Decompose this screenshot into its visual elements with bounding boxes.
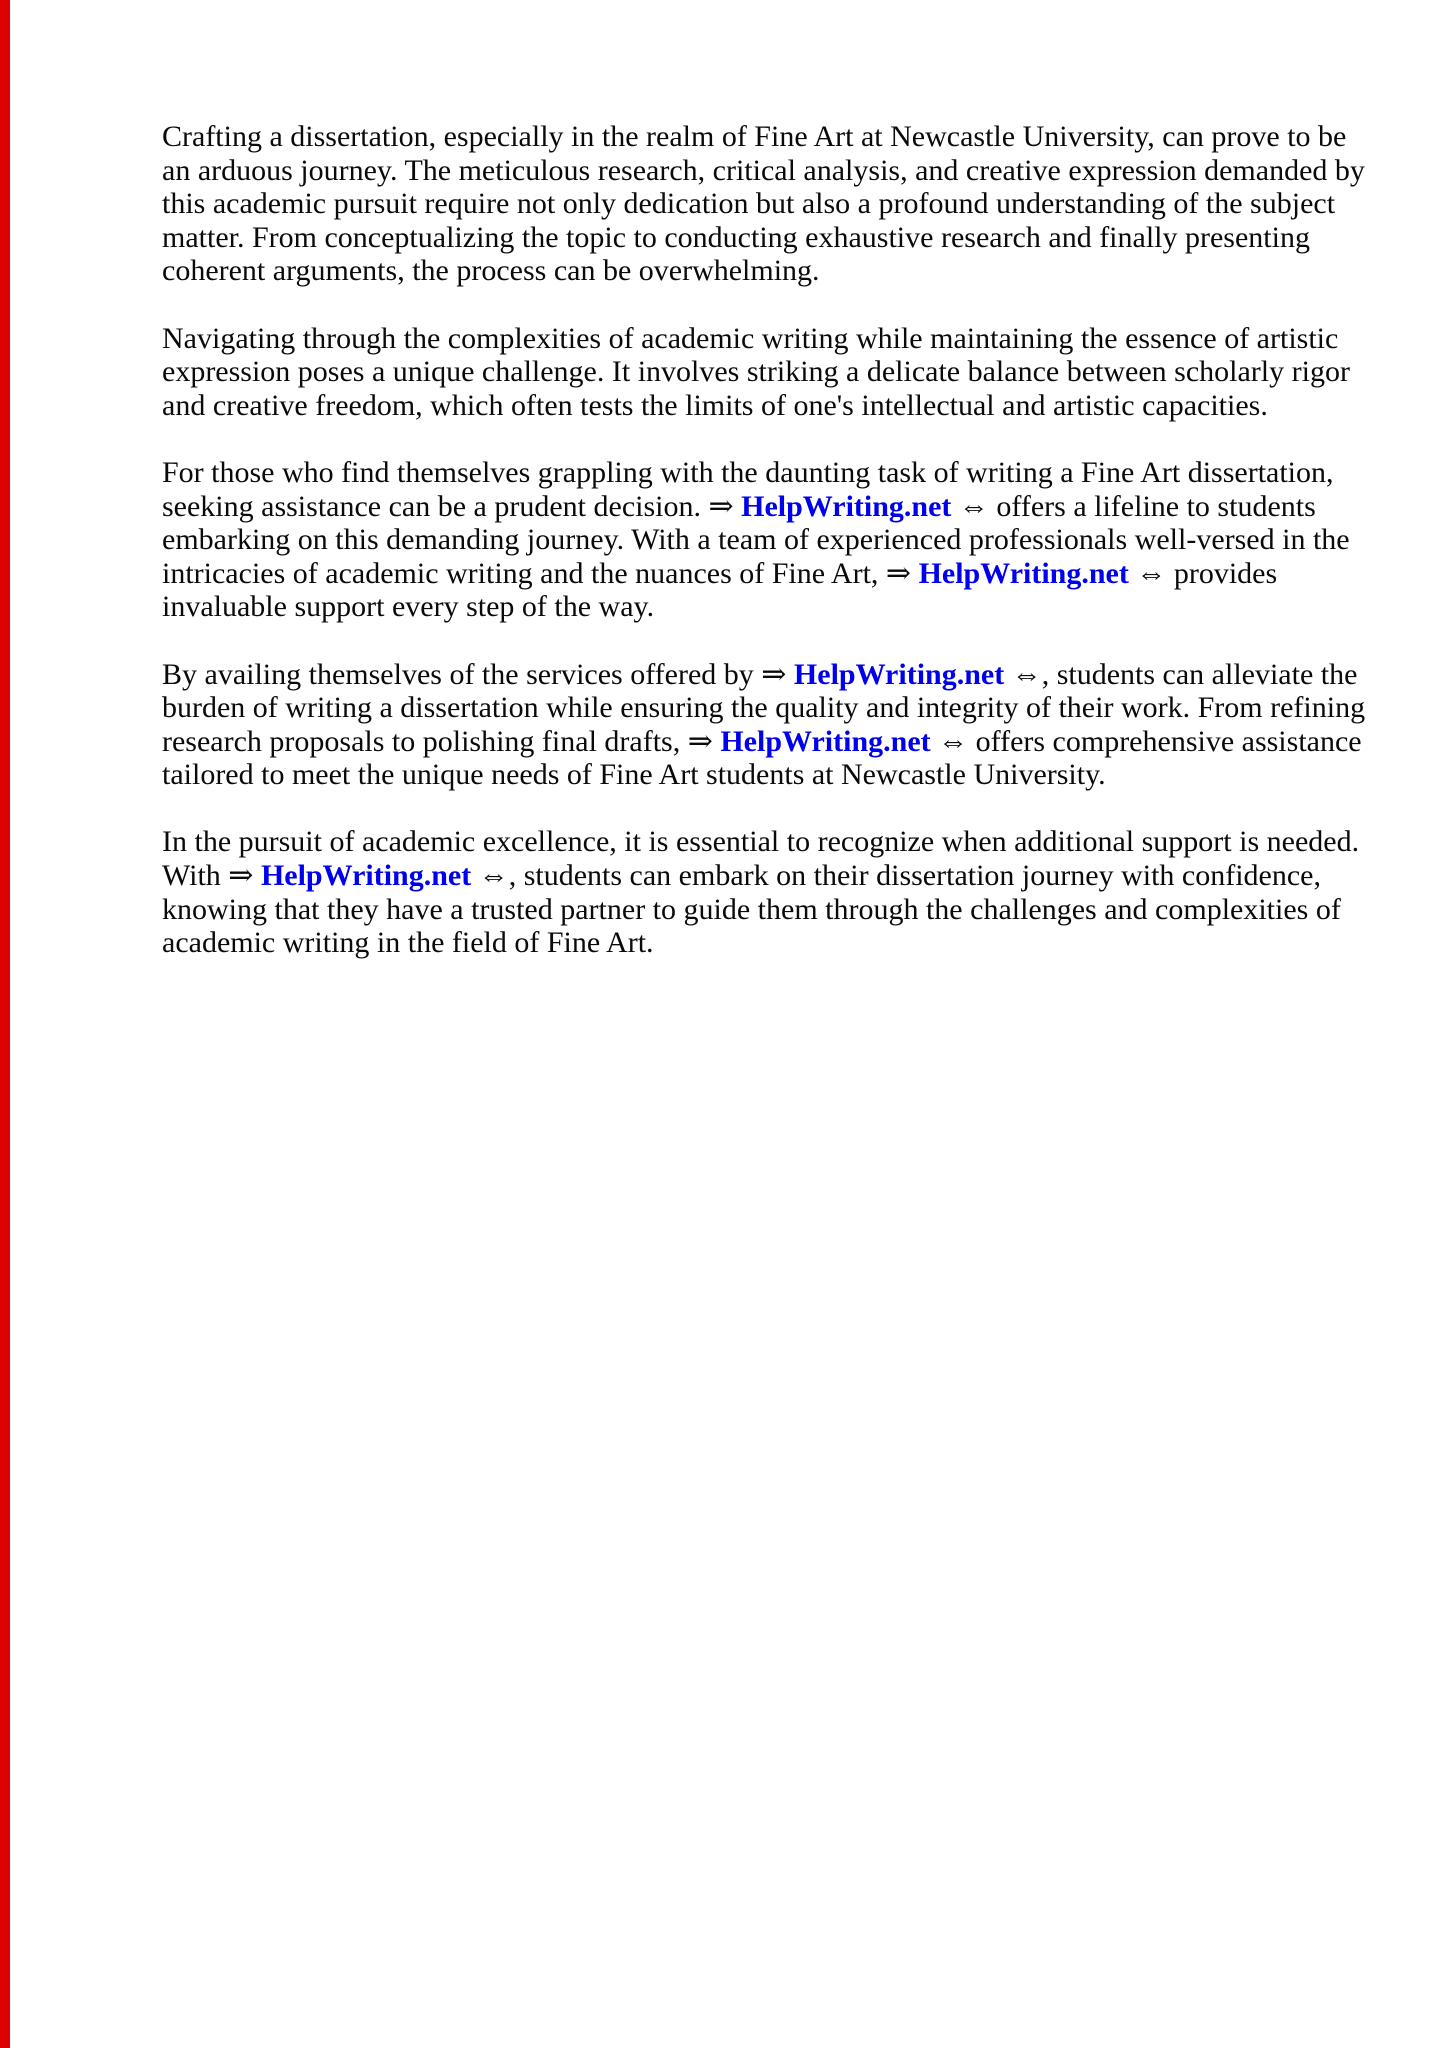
text-line	[162, 490, 1382, 524]
text-run: seeking assistance can be a prudent decision.	[162, 489, 709, 523]
helpwriting-net-link[interactable]: HelpWriting.net	[720, 724, 931, 758]
text-run: research proposals to polishing final drafts,	[162, 724, 688, 758]
text-run: Crafting a dissertation, especially in the realm of Fine Art at Newcastle University, can prove to be	[162, 120, 1347, 153]
helpwriting-net-link[interactable]: HelpWriting.net	[918, 556, 1129, 590]
text-run	[931, 725, 939, 758]
text-run: For those who find themselves grappling with the daunting task of writing a Fine Art dissertation,	[162, 455, 1334, 489]
text-run: intricacies of academic writing and the nuances of Fine Art,	[162, 556, 886, 590]
double-arrow-right-icon: ⇒	[885, 556, 912, 590]
text-run: With	[162, 859, 229, 893]
text-run: embarking on this demanding journey. With a team of experienced professionals well-versed in the	[162, 523, 1350, 557]
text-line	[162, 355, 1382, 389]
text-line	[162, 221, 1382, 255]
text-run: an arduous journey. The meticulous research, critical analysis, and creative expression demanded by	[162, 153, 1365, 187]
text-line	[162, 187, 1382, 221]
text-line	[162, 254, 1382, 288]
text-run	[911, 557, 919, 590]
text-line	[162, 691, 1382, 725]
text-run: In the pursuit of academic excellence, it is essential to recognize when additional support is needed.	[162, 825, 1360, 859]
double-arrow-right-icon: ⇒	[687, 724, 713, 758]
text-run: , students can embark on their dissertation journey with confidence,	[508, 859, 1321, 893]
page-edge-red-bar	[0, 0, 10, 2048]
text-run	[734, 490, 742, 523]
text-line	[162, 120, 1382, 154]
text-run: provides	[1166, 556, 1278, 590]
text-line	[162, 154, 1382, 188]
paragraph-1	[162, 120, 1382, 288]
double-arrow-leftright-icon: ⇔	[938, 724, 969, 758]
double-arrow-leftright-icon: ⇔	[1011, 657, 1042, 691]
text-line	[162, 322, 1382, 356]
text-run: By availing themselves of the services offered by	[162, 657, 762, 691]
text-line	[162, 725, 1382, 759]
text-run	[951, 490, 959, 523]
text-line	[162, 859, 1382, 893]
double-arrow-leftright-icon: ⇔	[1136, 556, 1167, 590]
text-line	[162, 456, 1382, 490]
double-arrow-right-icon: ⇒	[708, 489, 734, 523]
text-run: knowing that they have a trusted partner to guide them through the challenges and complexities of	[162, 892, 1341, 926]
text-line	[162, 926, 1382, 960]
text-run: this academic pursuit require not only dedication but also a profound understanding of the subject	[162, 187, 1336, 221]
double-arrow-leftright-icon: ⇔	[478, 859, 509, 893]
text-run: , students can alleviate the	[1041, 657, 1358, 691]
text-run	[471, 859, 479, 892]
text-run	[786, 658, 794, 691]
text-run: and creative freedom, which often tests the limits of one's intellectual and artistic capacities.	[162, 388, 1268, 422]
text-run	[253, 859, 261, 892]
text-line	[162, 523, 1382, 557]
text-run: matter. From conceptualizing the topic to conducting exhaustive research and finally presenting	[162, 220, 1310, 254]
double-arrow-right-icon: ⇒	[228, 859, 254, 893]
text-line	[162, 590, 1382, 624]
text-line	[162, 389, 1382, 423]
helpwriting-net-link[interactable]: HelpWriting.net	[260, 859, 472, 893]
text-run: invaluable support every step of the way.	[162, 590, 655, 624]
text-run: academic writing in the field of Fine Art.	[162, 926, 654, 960]
document-body	[162, 120, 1382, 960]
text-run	[1004, 658, 1012, 691]
text-line	[162, 825, 1382, 859]
paragraph-4	[162, 658, 1382, 792]
double-arrow-leftright-icon: ⇔	[958, 489, 989, 523]
paragraph-5	[162, 825, 1382, 959]
text-run: offers comprehensive assistance	[968, 724, 1362, 758]
text-run: tailored to meet the unique needs of Fine Art students at Newcastle University.	[162, 758, 1106, 792]
text-line	[162, 893, 1382, 927]
text-run: burden of writing a dissertation while ensuring the quality and integrity of their work. From refining	[162, 691, 1366, 725]
text-line	[162, 658, 1382, 692]
text-line	[162, 758, 1382, 792]
text-run: Navigating through the complexities of academic writing while maintaining the essence of artistic	[162, 321, 1339, 355]
paragraph-2	[162, 322, 1382, 423]
text-run: offers a lifeline to students	[988, 489, 1316, 523]
text-run: expression poses a unique challenge. It involves striking a delicate balance between scholarly rigor	[162, 355, 1350, 389]
text-line	[162, 557, 1382, 591]
text-run: coherent arguments, the process can be overwhelming.	[162, 254, 820, 288]
double-arrow-right-icon: ⇒	[761, 657, 787, 691]
helpwriting-net-link[interactable]: HelpWriting.net	[741, 489, 952, 523]
helpwriting-net-link[interactable]: HelpWriting.net	[793, 657, 1005, 691]
paragraph-3	[162, 456, 1382, 624]
